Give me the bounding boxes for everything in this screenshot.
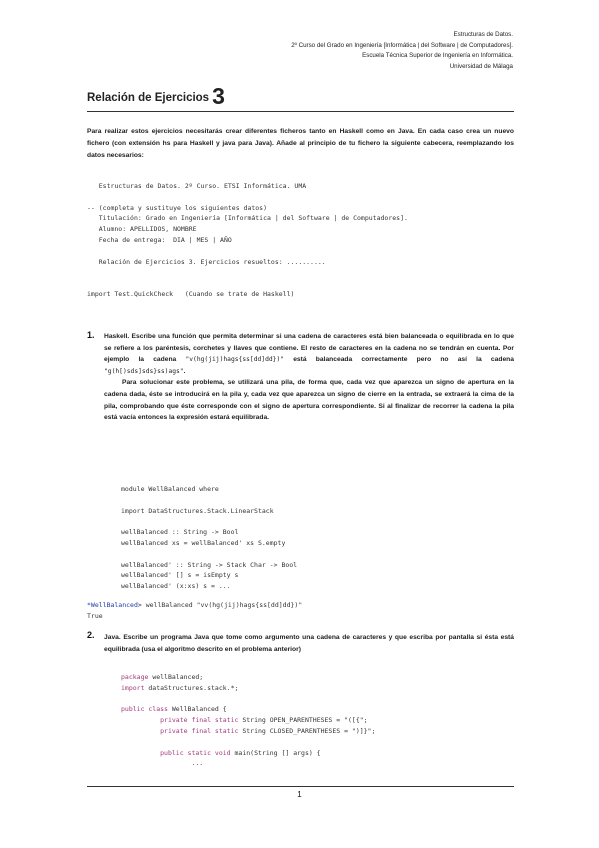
header-line: Escuela Técnica Superior de Ingeniería en Informática.	[362, 52, 513, 60]
code-line: Estructuras de Datos. 2º Curso. ETSI Informática. UMA	[87, 182, 307, 190]
header-line: 2º Curso del Grado en Ingeniería [Informática | del Software | de Computadores].	[291, 41, 513, 49]
exercise-2-label: Java.	[104, 634, 121, 641]
ghci-prompt: *WellBalanced	[87, 601, 138, 609]
haskell-code-block: module WellBalanced where import DataStructures.Stack.LinearStack wellBalanced :: String -> Bool wellBalanced xs = wellBalanced' xs S.empty wellBalanced' :: String -> Stack Char -> Bool wellBalanced' [] s = isEmpty s wellBalanced' (x:xs) s = ...	[121, 485, 298, 591]
exercise-1-label: Haskell.	[104, 333, 130, 340]
title-divider	[87, 111, 514, 112]
code-line: Fecha de entrega: DIA | MES | AÑO	[87, 235, 232, 244]
example-string-balanced: "v(hg(jij)hags{ss[dd]dd})"	[185, 356, 285, 364]
exercise-1-explanation: Para solucionar este problema, se utilizará una pila, de forma que, cada vez que aparezca un signo de apertura en la cadena dada, éste se introducirá en la pila y, cada vez que aparezca un signo de cierre en la entrada, se extraerá la cima de la pila, comprobando que éste corresponde con el signo de apertura correspondiente. Si al finalizar de recorrer la cadena la pila está vacía entonces la expresión estará equilibrada.	[104, 379, 514, 422]
exercise-1-text: Haskell. Escribe una función que permita determinar si una cadena de caracteres está bien balanceada o equilibrada en lo que se refiere a los paréntesis, corchetes y llaves que contiene. El resto de caracteres en la cadena no se tendrán en cuenta. Por ejemplo la cadena "v(hg(jij)hags{ss[dd]dd})" está balanceada correctamente pero no así la cadena "g(h[)sds]sds}ss)ags". Para solucionar este problema, se utilizará una pila, de forma que, cada vez que aparezca un signo de apertura en la cadena dada, éste se introducirá en la pila y, cada vez que aparezca un signo de cierre en la entrada, se extraerá la cima de la pila, comprobando que éste corresponde con el signo de apertura correspondiente. Si al finalizar de recorrer la cadena la pila está vacía entonces la expresión estará equilibrada.	[104, 331, 514, 424]
code-line: Titulación: Grado en Ingeniería [Informática | del Software | de Computadores].	[87, 214, 408, 223]
code-line: -- (completa y sustituye los siguientes datos)	[87, 203, 268, 212]
ghci-result: True	[87, 611, 103, 620]
exercise-1-number: 1.	[87, 330, 95, 340]
header-line: Estructuras de Datos.	[453, 31, 513, 38]
header-line: Universidad de Málaga	[449, 62, 513, 70]
ghci-session	[87, 600, 302, 622]
ghci-input: > wellBalanced "vv(hg(jij)hags{ss[dd]dd})"	[137, 601, 303, 609]
exercise-2-text: Java. Escribe un programa Java que tome como argumento una cadena de caracteres y que escriba por pantalla si ésta está equilibrada (usa el algoritmo descrito en el problema anterior)	[104, 634, 514, 653]
page-number: 1	[297, 790, 302, 799]
code-line: import Test.QuickCheck (Cuando se trate de Haskell)	[87, 289, 295, 298]
code-line: Alumno: APELLIDOS, NOMBRE	[87, 225, 197, 234]
title-text: Relación de Ejercicios	[87, 92, 210, 104]
page-title	[87, 83, 514, 110]
intro-paragraph: Para realizar estos ejercicios necesitarás crear diferentes ficheros tanto en Haskell como en Java. En cada caso crea un nuevo fichero (con extensión hs para Haskell y java para Java). Añade al principio de tu fichero la siguiente cabecera, reemplazando los datos necesarios:	[87, 128, 514, 159]
footer-divider	[87, 786, 514, 787]
example-string-unbalanced: "g(h[)sds]sds}ss)ags"	[104, 367, 184, 375]
title-number: 3	[212, 83, 225, 109]
exercise-2-number: 2.	[87, 630, 95, 640]
header-template-code	[87, 181, 408, 300]
code-line: Relación de Ejercicios 3. Ejercicios resueltos: ..........	[87, 257, 326, 266]
java-code-block: package wellBalanced; import dataStructures.stack.*; public class WellBalanced { private final static String OPEN_PARENTHESES = "([{"; private final static String CLOSED_PARENTHESES = ")]}"; public static void main(String [] args) { ...	[121, 673, 376, 768]
course-header	[291, 30, 513, 72]
